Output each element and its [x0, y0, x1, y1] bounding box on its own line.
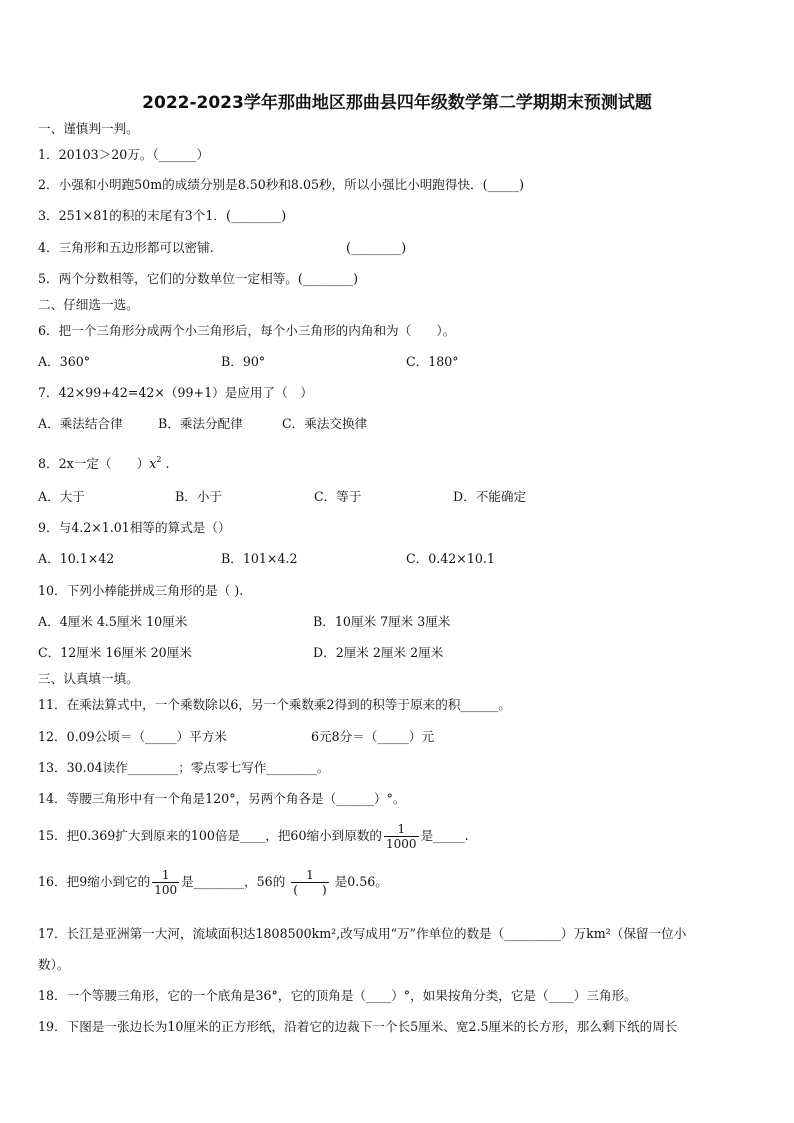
q16-fraction-1: [152, 868, 179, 897]
question-17: 17．长江是亚洲第一大河，流域面积达1808500km²,改写成用“万”作单位的数是（_________）万km²（保留一位小: [38, 926, 687, 941]
q8-option-d: D．不能确定: [453, 489, 527, 504]
question-11: 11．在乘法算式中，一个乘数除以6，另一个乘数乘2得到的积等于原来的积______。: [38, 697, 511, 712]
q16-numerator-2: 1: [306, 868, 314, 882]
question-9: 9．与4.2×1.01相等的算式是（）: [38, 520, 231, 535]
q16-denominator-1: 100: [154, 883, 178, 897]
question-18: 18．一个等腰三角形，它的一个底角是36°，它的顶角是（____）°，如果按角分类，它是（____）三角形。: [38, 988, 637, 1003]
question-7: 7．42×99+42=42×（99+1）是应用了（ ）: [38, 385, 313, 400]
q16-numerator-1: 1: [161, 868, 170, 882]
question-16: [38, 863, 388, 901]
q9-option-c: C．0.42×10.1: [406, 551, 495, 566]
q15-text: 15．把0.369扩大到原来的100倍是____，把60缩小到原数的: [38, 828, 383, 843]
q9-option-a: A．10.1×42: [38, 551, 115, 566]
q8-end: .: [161, 456, 170, 471]
q10-option-d: D．2厘米 2厘米 2厘米: [313, 645, 444, 660]
question-13: 13．30.04读作________；零点零七写作________。: [38, 760, 330, 775]
q10-option-c: C．12厘米 16厘米 20厘米: [38, 645, 192, 660]
section-heading-1: 一、谨慎判一判。: [38, 121, 139, 136]
q7-option-c: C．乘法交换律: [282, 416, 368, 431]
question-12-part-b: 6元8分＝（_____）元: [311, 729, 435, 744]
q8-variable: x: [149, 456, 157, 471]
question-2: 2．小强和小明跑50m的成绩分别是8.50秒和8.05秒，所以小强比小明跑得快．(_____): [38, 177, 524, 192]
question-4-blank: (________): [346, 240, 407, 255]
q8-option-a: A．大于: [38, 489, 85, 504]
q6-option-b: B．90°: [221, 354, 266, 369]
question-17-continued: 数）。: [38, 957, 70, 972]
q7-option-b: B．乘法分配律: [158, 416, 243, 431]
page-title: 2022-2023学年那曲地区那曲县四年级数学第二学期期末预测试题: [142, 93, 652, 113]
q16-text-mid: 是________，56的: [181, 874, 286, 889]
question-14: 14．等腰三角形中有一个角是120°，另两个角各是（______）°。: [38, 791, 406, 806]
q16-denominator-2: ( ): [293, 883, 327, 897]
q15-fraction: [384, 822, 419, 851]
section-heading-3: 三、认真填一填。: [38, 671, 139, 686]
question-8: [38, 452, 170, 472]
q16-text-end: 是0.56。: [334, 874, 388, 889]
q15-denominator: 1000: [386, 837, 417, 851]
q8-option-b: B．小于: [175, 489, 223, 504]
section-heading-2: 二、仔细选一选。: [38, 297, 139, 312]
question-5: 5．两个分数相等，它们的分数单位一定相等。(________): [38, 271, 359, 286]
q8-option-c: C．等于: [314, 489, 362, 504]
question-1: 1．20103＞20万。（______）: [38, 147, 210, 162]
q10-option-a: A．4厘米 4.5厘米 10厘米: [38, 614, 188, 629]
q15-numerator: 1: [397, 822, 406, 836]
question-4: 4．三角形和五边形都可以密铺.: [38, 240, 214, 255]
q16-fraction-2: [291, 868, 328, 897]
question-15: [38, 819, 469, 853]
q8-exponent: 2: [156, 455, 162, 464]
question-3: 3．251×81的积的末尾有3个1．(________): [38, 208, 287, 223]
q15-text-end: 是_____.: [420, 828, 469, 843]
q8-text: 8．2x一定（ ）: [38, 456, 150, 471]
q6-option-c: C．180°: [406, 354, 459, 369]
question-6: 6．把一个三角形分成两个小三角形后，每个小三角形的内角和为（ ）。: [38, 323, 456, 338]
question-19: 19．下图是一张边长为10厘米的正方形纸，沿着它的边裁下一个长5厘米、宽2.5厘米的长方形，那么剩下纸的周长: [38, 1019, 678, 1034]
q10-option-b: B．10厘米 7厘米 3厘米: [313, 614, 451, 629]
q9-option-b: B．101×4.2: [221, 551, 298, 566]
question-12: 12．0.09公顷＝（_____）平方米: [38, 729, 227, 744]
q6-option-a: A．360°: [38, 354, 91, 369]
q16-text: 16．把9缩小到它的: [38, 874, 151, 889]
question-10: 10．下列小棒能拼成三角形的是（ ).: [38, 583, 244, 598]
q7-option-a: A．乘法结合律: [38, 416, 123, 431]
